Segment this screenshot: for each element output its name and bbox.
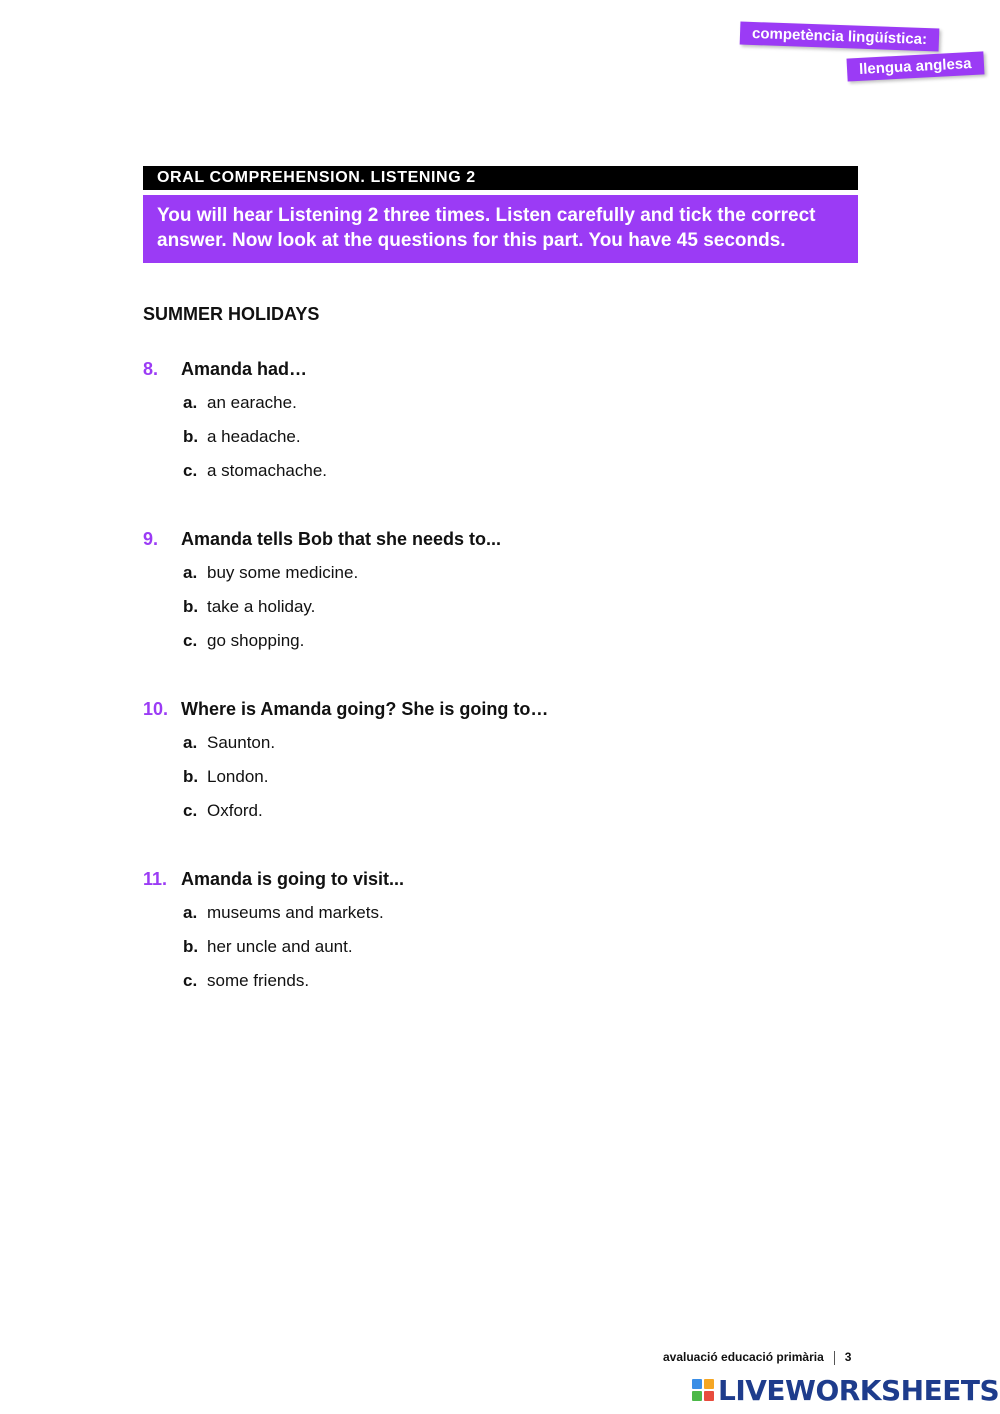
option-letter: b. [183, 597, 199, 616]
answer-option-b[interactable] [183, 590, 501, 624]
page-subtitle: SUMMER HOLIDAYS [143, 304, 320, 324]
option-text: some friends. [207, 971, 310, 990]
answer-option-b[interactable] [183, 930, 404, 964]
option-text: London. [207, 767, 269, 786]
question-10 [143, 697, 548, 828]
option-letter: b. [183, 937, 199, 956]
option-letter: a. [183, 393, 198, 412]
question-number: 9. [143, 529, 159, 549]
option-text: a headache. [207, 427, 301, 446]
answer-option-b[interactable] [183, 760, 548, 794]
question-11 [143, 867, 404, 998]
question-number: 10. [143, 699, 169, 719]
question-9 [143, 527, 501, 658]
option-text: museums and markets. [207, 903, 384, 922]
option-letter: c. [183, 801, 198, 820]
answer-option-a[interactable] [183, 726, 548, 760]
question-number: 8. [143, 359, 159, 379]
logo-square [692, 1379, 702, 1389]
answer-option-c[interactable] [183, 964, 404, 998]
page-footer [663, 1350, 851, 1365]
answer-option-b[interactable] [183, 420, 327, 454]
option-text: Saunton. [207, 733, 276, 752]
option-letter: b. [183, 767, 199, 786]
question-text: Amanda had… [181, 359, 308, 379]
question-8 [143, 357, 327, 488]
liveworksheets-logo[interactable] [692, 1374, 999, 1406]
logo-text: LIVEWORKSHEETS [718, 1373, 1000, 1407]
option-text: Oxford. [207, 801, 263, 820]
option-text: a stomachache. [207, 461, 328, 480]
question-text: Amanda is going to visit... [181, 869, 405, 889]
option-letter: c. [183, 971, 198, 990]
option-letter: c. [183, 461, 198, 480]
option-letter: a. [183, 563, 198, 582]
answer-option-c[interactable] [183, 454, 327, 488]
logo-square [704, 1391, 714, 1401]
competency-tag: competència lingüística: [740, 22, 940, 52]
answer-option-a[interactable] [183, 386, 327, 420]
option-letter: a. [183, 903, 198, 922]
logo-square [704, 1379, 714, 1389]
option-letter: b. [183, 427, 199, 446]
question-text: Where is Amanda going? She is going to… [181, 699, 549, 719]
answer-option-c[interactable] [183, 624, 501, 658]
question-line [143, 357, 327, 381]
logo-square [692, 1391, 702, 1401]
option-text: her uncle and aunt. [207, 937, 353, 956]
answer-option-a[interactable] [183, 896, 404, 930]
answer-option-a[interactable] [183, 556, 501, 590]
option-letter: c. [183, 631, 198, 650]
page-number: 3 [844, 1350, 852, 1364]
option-text: take a holiday. [207, 597, 316, 616]
footer-label: avaluació educació primària [663, 1350, 824, 1364]
question-text: Amanda tells Bob that she needs to... [181, 529, 502, 549]
question-line [143, 867, 404, 891]
logo-grid-icon [692, 1379, 714, 1401]
language-tag: llengua anglesa [846, 51, 984, 81]
option-text: buy some medicine. [207, 563, 359, 582]
question-number: 11. [143, 869, 168, 889]
option-letter: a. [183, 733, 198, 752]
option-text: go shopping. [207, 631, 305, 650]
instructions-box: You will hear Listening 2 three times. Listen carefully and tick the correct answer. Now look at the questions for this part. You have 45 seconds. [143, 195, 858, 263]
answer-option-c[interactable] [183, 794, 548, 828]
question-line [143, 697, 548, 721]
option-text: an earache. [207, 393, 297, 412]
question-line [143, 527, 501, 551]
footer-divider [834, 1351, 835, 1365]
section-title: ORAL COMPREHENSION. LISTENING 2 [143, 166, 858, 190]
